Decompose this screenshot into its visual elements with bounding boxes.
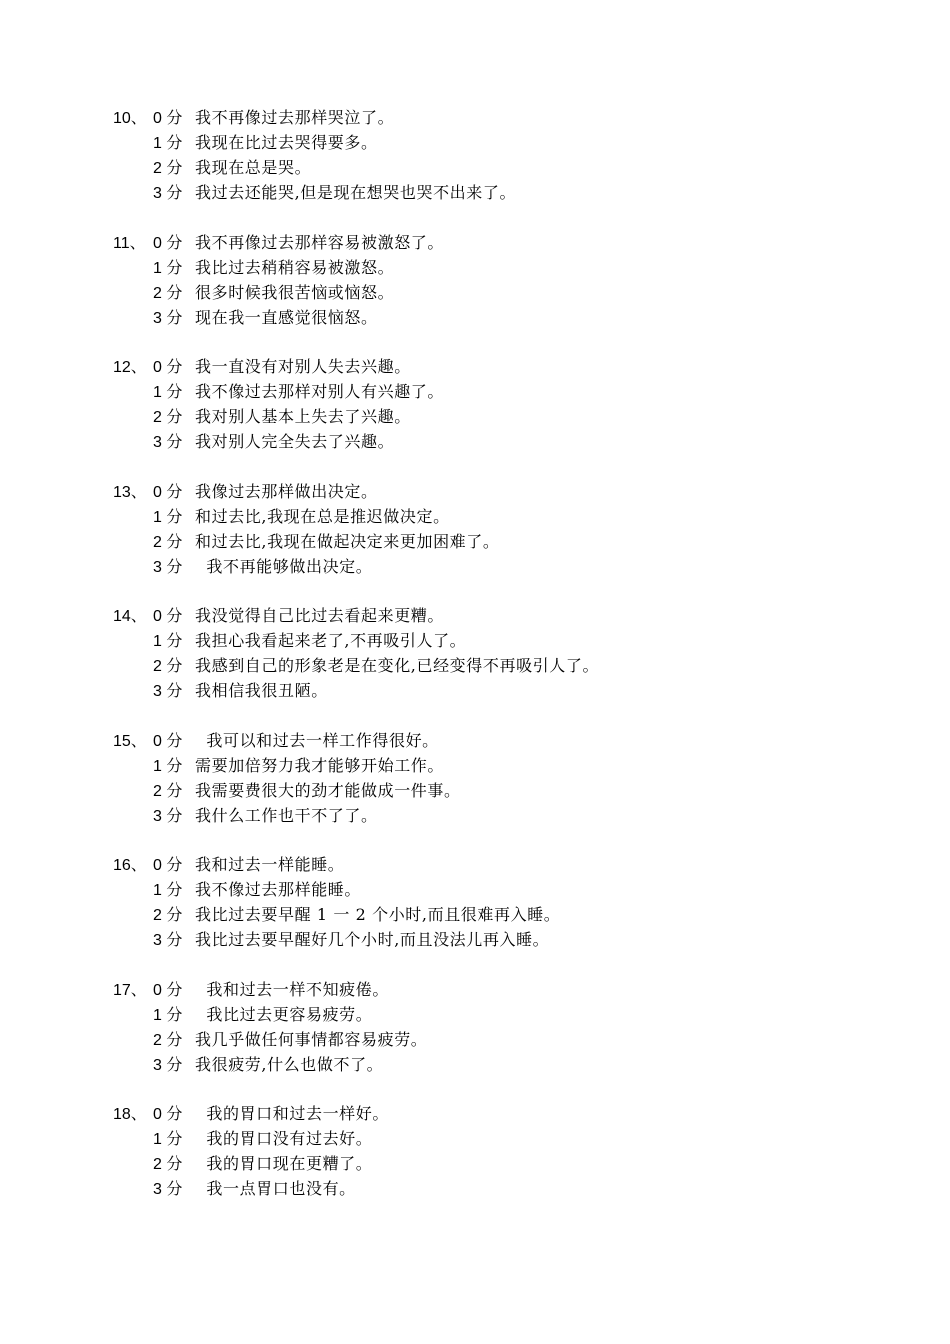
answer-option (113, 255, 893, 280)
option-text: 我对别人基本上失去了兴趣。 (195, 407, 411, 426)
answer-option (113, 130, 893, 155)
option-score: 2 分 (153, 782, 183, 800)
answer-option (113, 1176, 893, 1201)
option-text: 我很疲劳,什么也做不了。 (195, 1054, 384, 1074)
option-text: 我感到自己的形象老是在变化,已经变得不再吸引人了。 (195, 656, 600, 675)
option-score: 1 分 (153, 508, 183, 526)
option-score: 1 分 (153, 259, 183, 277)
option-text: 现在我一直感觉很恼怒。 (195, 307, 378, 327)
option-text: 和过去比,我现在总是推迟做决定。 (195, 506, 450, 526)
answer-option (113, 902, 893, 927)
option-score: 1 分 (153, 384, 183, 401)
option-score: 1 分 (153, 1006, 183, 1024)
option-score: 3 分 (153, 807, 183, 825)
option-score: 2 分 (153, 907, 183, 924)
option-text: 我需要费很大的劲才能做成一件事。 (195, 780, 461, 800)
option-text: 我不再能够做出决定。 (195, 556, 373, 576)
answer-option (113, 404, 893, 429)
option-score: 0 分 (153, 1106, 183, 1123)
answer-option (113, 852, 893, 877)
option-text: 我不再像过去那样哭泣了。 (195, 108, 395, 127)
option-score: 1 分 (153, 757, 183, 775)
answer-option (113, 603, 893, 628)
option-text: 我几乎做任何事情都容易疲劳。 (195, 1029, 428, 1049)
answer-option (113, 379, 893, 404)
question-number: 14、 (113, 608, 147, 625)
question-item (113, 852, 893, 952)
answer-option (113, 529, 893, 554)
option-score: 2 分 (153, 1156, 183, 1173)
option-text: 我和过去一样不知疲倦。 (195, 979, 389, 999)
answer-option (113, 230, 893, 255)
question-number: 13、 (113, 483, 147, 501)
answer-option (113, 628, 893, 653)
question-list (113, 105, 893, 1226)
option-text: 我过去还能哭,但是现在想哭也哭不出来了。 (195, 183, 517, 202)
answer-option (113, 803, 893, 828)
option-text: 需要加倍努力我才能够开始工作。 (195, 755, 445, 775)
option-text: 和过去比,我现在做起决定来更加困难了。 (195, 531, 500, 551)
option-text: 我担心我看起来老了,不再吸引人了。 (195, 631, 467, 650)
option-text: 我不像过去那样对别人有兴趣了。 (195, 382, 445, 401)
option-text: 我没觉得自己比过去看起来更糟。 (195, 606, 445, 625)
option-score: 2 分 (153, 533, 183, 551)
question-number: 15、 (113, 732, 147, 750)
option-text: 我现在比过去哭得要多。 (195, 133, 378, 152)
question-number: 12、 (113, 359, 147, 376)
option-text: 我比过去更容易疲劳。 (195, 1004, 373, 1024)
option-score: 1 分 (153, 633, 183, 650)
option-text: 很多时候我很苦恼或恼怒。 (195, 282, 395, 302)
option-score: 2 分 (153, 658, 183, 675)
answer-option (113, 554, 893, 579)
option-score: 3 分 (153, 683, 183, 700)
answer-option (113, 728, 893, 753)
answer-option (113, 753, 893, 778)
option-score: 3 分 (153, 1056, 183, 1074)
option-text: 我比过去要早醒 1 一 2 个小时,而且很难再入睡。 (195, 905, 561, 924)
answer-option (113, 1052, 893, 1077)
answer-option (113, 1027, 893, 1052)
option-text: 我对别人完全失去了兴趣。 (195, 432, 395, 451)
answer-option (113, 653, 893, 678)
option-score: 0 分 (153, 857, 183, 874)
option-score: 3 分 (153, 932, 183, 949)
question-number: 11、 (113, 234, 146, 252)
answer-option (113, 927, 893, 952)
option-score: 0 分 (153, 732, 183, 750)
option-text: 我不像过去那样能睡。 (195, 880, 362, 899)
option-text: 我的胃口现在更糟了。 (195, 1154, 373, 1173)
question-number: 17、 (113, 981, 147, 999)
option-score: 0 分 (153, 608, 183, 625)
answer-option (113, 778, 893, 803)
answer-option (113, 479, 893, 504)
option-score: 3 分 (153, 434, 183, 451)
answer-option (113, 504, 893, 529)
option-score: 3 分 (153, 185, 183, 202)
answer-option (113, 280, 893, 305)
option-score: 2 分 (153, 409, 183, 426)
question-item (113, 230, 893, 330)
option-score: 0 分 (153, 110, 183, 127)
option-score: 2 分 (153, 160, 183, 177)
option-text: 我相信我很丑陋。 (195, 681, 328, 700)
question-item (113, 479, 893, 579)
option-text: 我不再像过去那样容易被激怒了。 (195, 232, 445, 252)
question-item (113, 728, 893, 828)
option-score: 1 分 (153, 135, 183, 152)
option-score: 2 分 (153, 284, 183, 302)
option-score: 0 分 (153, 359, 183, 376)
answer-option (113, 429, 893, 454)
option-text: 我比过去要早醒好几个小时,而且没法儿再入睡。 (195, 930, 550, 949)
option-text: 我和过去一样能睡。 (195, 855, 345, 874)
option-text: 我可以和过去一样工作得很好。 (195, 730, 439, 750)
option-score: 0 分 (153, 483, 183, 501)
question-item (113, 1101, 893, 1201)
answer-option (113, 1151, 893, 1176)
answer-option (113, 977, 893, 1002)
option-text: 我的胃口和过去一样好。 (195, 1104, 389, 1123)
question-item (113, 977, 893, 1077)
answer-option (113, 354, 893, 379)
answer-option (113, 1126, 893, 1151)
question-number: 16、 (113, 857, 147, 874)
option-score: 1 分 (153, 882, 183, 899)
option-text: 我什么工作也干不了了。 (195, 805, 378, 825)
option-text: 我现在总是哭。 (195, 158, 312, 177)
answer-option (113, 155, 893, 180)
option-text: 我比过去稍稍容易被激怒。 (195, 257, 395, 277)
option-score: 3 分 (153, 309, 183, 327)
option-text: 我一点胃口也没有。 (195, 1179, 356, 1198)
option-score: 3 分 (153, 558, 183, 576)
answer-option (113, 877, 893, 902)
option-text: 我像过去那样做出决定。 (195, 481, 378, 501)
option-text: 我一直没有对别人失去兴趣。 (195, 357, 411, 376)
answer-option (113, 105, 893, 130)
question-number: 18、 (113, 1106, 147, 1123)
question-item (113, 603, 893, 703)
option-score: 1 分 (153, 1131, 183, 1148)
option-score: 2 分 (153, 1031, 183, 1049)
answer-option (113, 305, 893, 330)
option-score: 0 分 (153, 234, 183, 252)
option-score: 0 分 (153, 981, 183, 999)
question-item (113, 105, 893, 205)
question-item (113, 354, 893, 454)
answer-option (113, 1101, 893, 1126)
answer-option (113, 180, 893, 205)
question-number: 10、 (113, 110, 147, 127)
answer-option (113, 1002, 893, 1027)
option-score: 3 分 (153, 1181, 183, 1198)
option-text: 我的胃口没有过去好。 (195, 1129, 373, 1148)
answer-option (113, 678, 893, 703)
